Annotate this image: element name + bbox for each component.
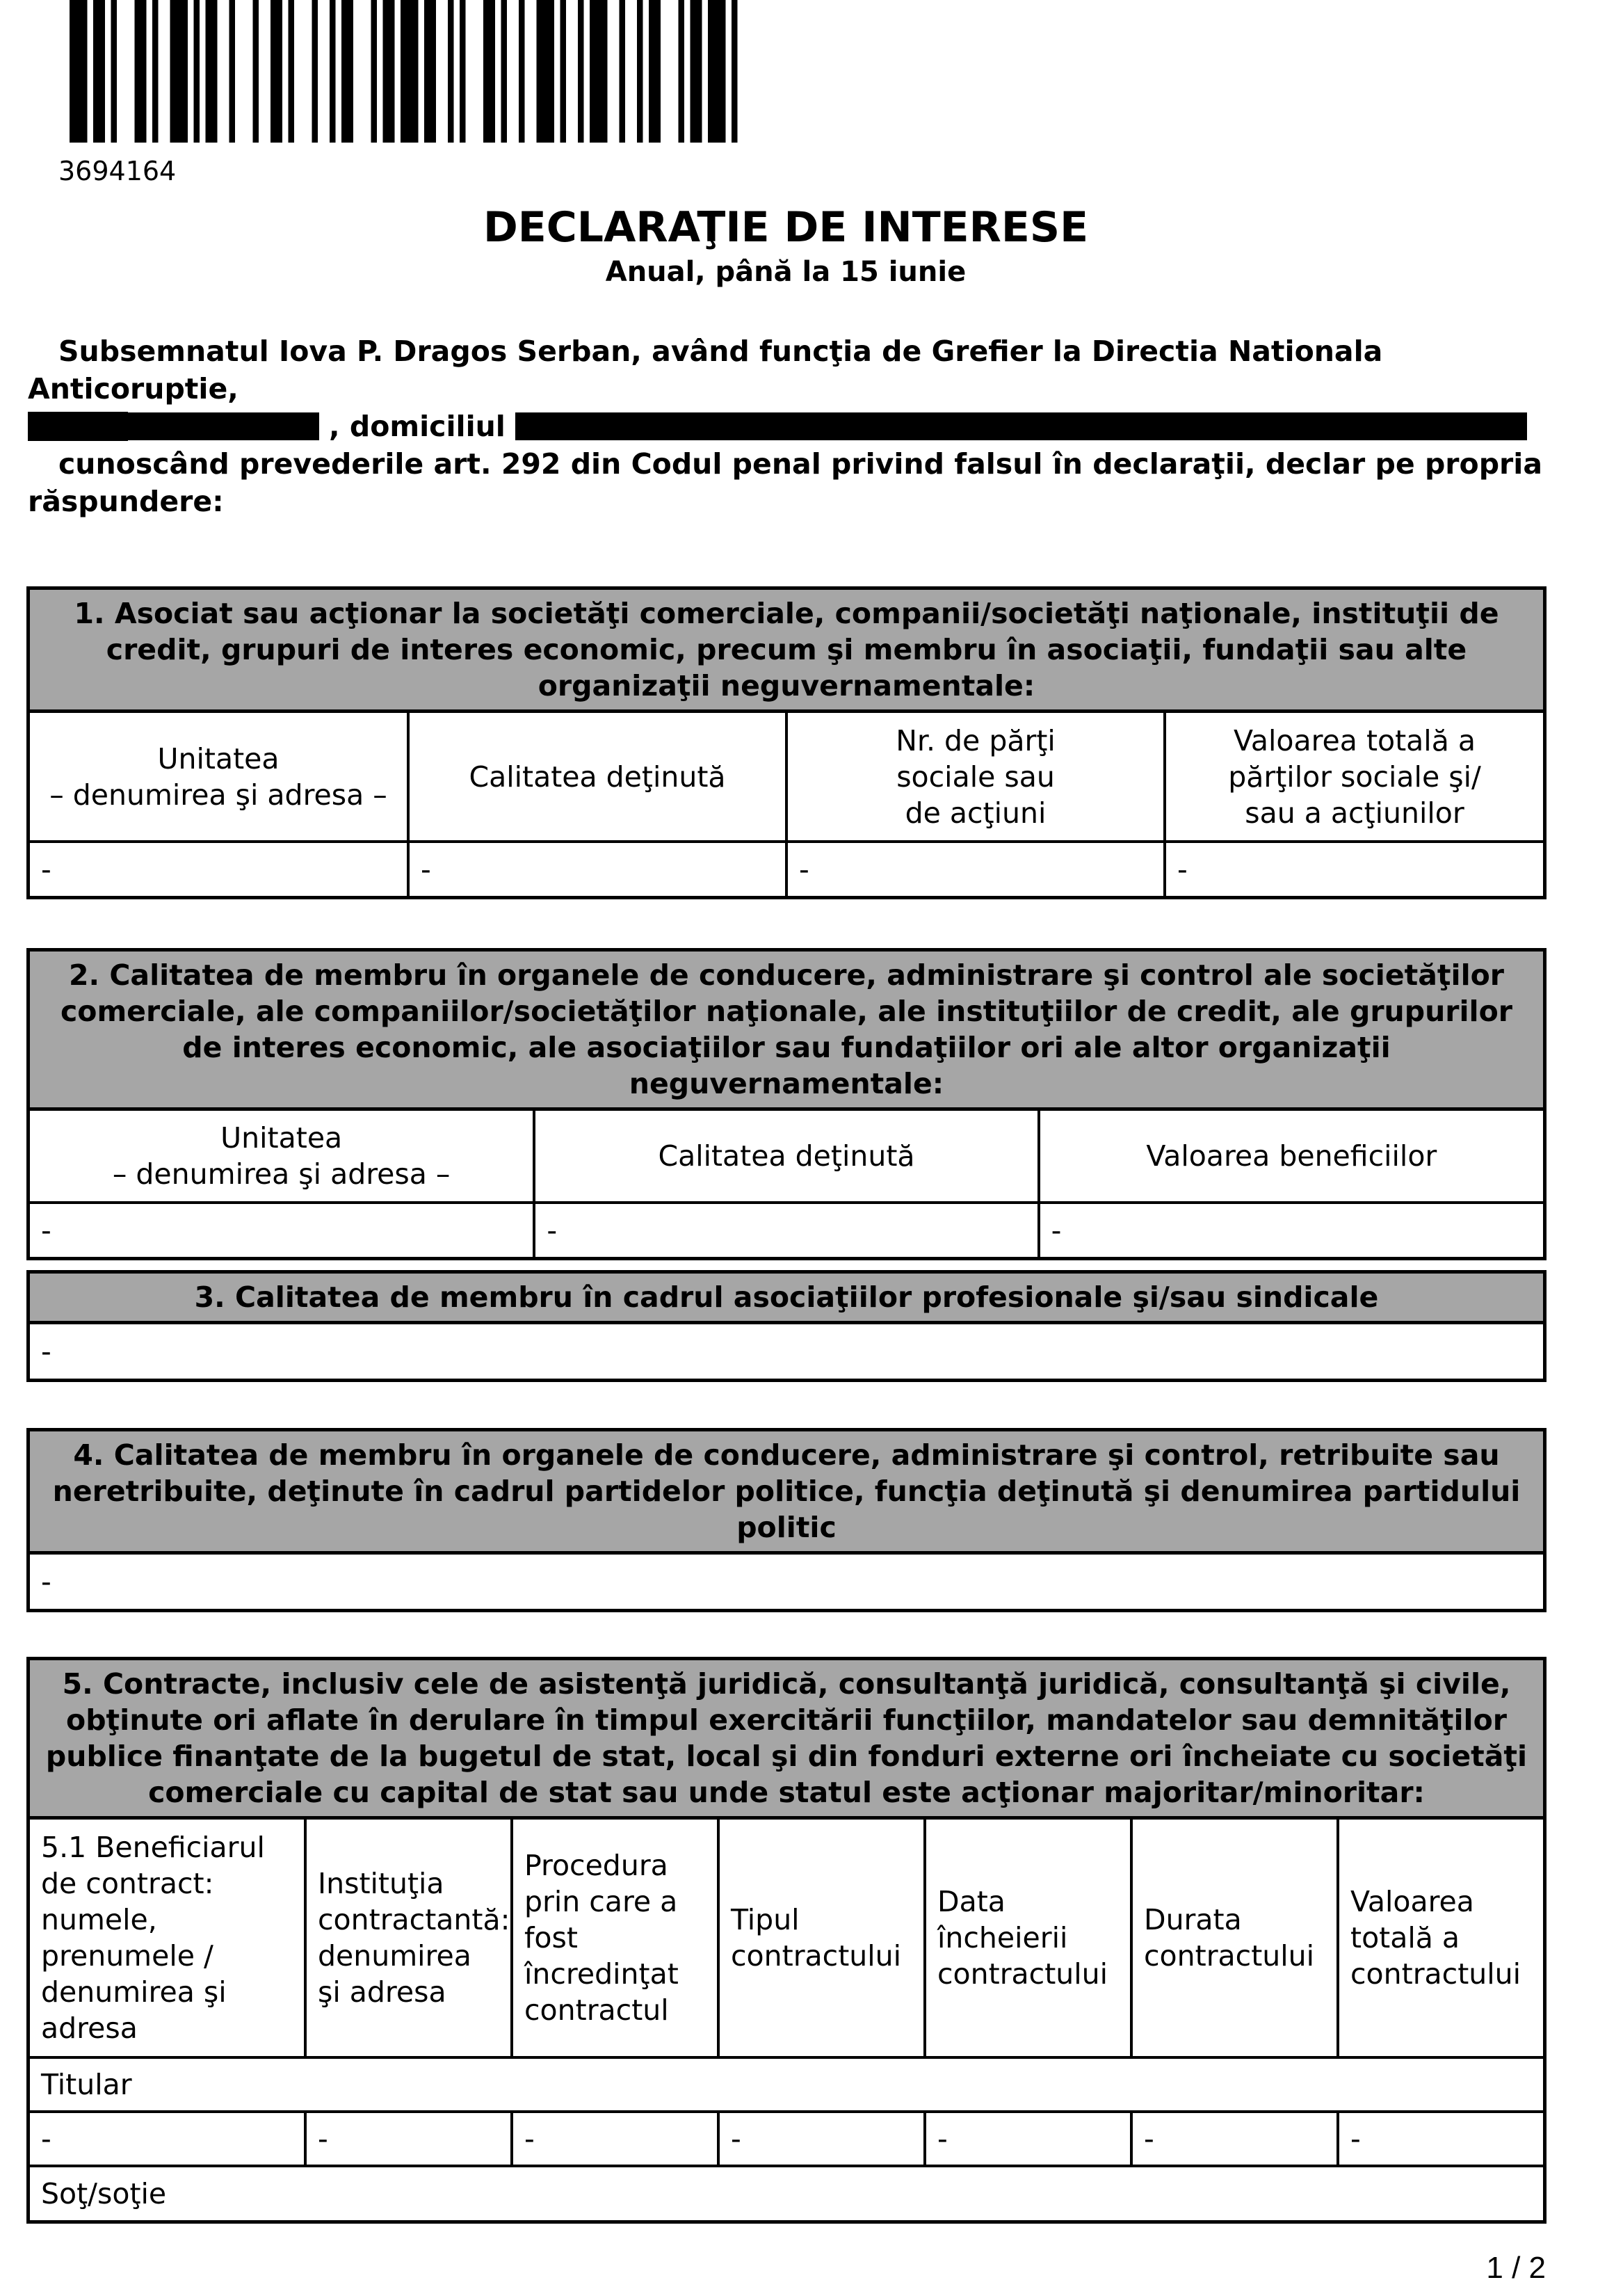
cell: - — [30, 1203, 534, 1257]
barcode-bar — [135, 0, 147, 143]
section-4-heading: 4. Calitatea de membru în organele de conducere, administrare şi control, retribuite sau neretribuite, deţinute în cadrul partidelor politice, funcţia deţinută şi denumirea partidului politic — [30, 1431, 1543, 1555]
cell: - — [534, 1203, 1038, 1257]
barcode-bar — [578, 0, 584, 143]
barcode-bar — [519, 0, 525, 143]
titular-label: Titular — [30, 2057, 1544, 2112]
cell: - — [925, 2112, 1131, 2166]
barcode-bar — [708, 0, 726, 143]
barcode-bar — [253, 0, 259, 143]
cell: - — [512, 2112, 718, 2166]
barcode-bar — [424, 0, 436, 143]
barcode-bar — [70, 0, 88, 143]
cell: - — [30, 2112, 305, 2166]
barcode-bar — [383, 0, 395, 143]
barcode-bar — [637, 0, 643, 143]
barcode-bar — [732, 0, 738, 143]
section-3 — [26, 1270, 1547, 1382]
document-subtitle: Anual, până la 15 iunie — [605, 256, 967, 288]
declarant-paragraph — [28, 332, 1544, 445]
table-row — [30, 2112, 1544, 2166]
col-unitatea: Unitatea – denumirea şi adresa – — [30, 1111, 534, 1203]
cell: - — [1165, 842, 1543, 896]
col-tipul: Tipul contractului — [718, 1820, 925, 2057]
col-institutia: Instituţia contractantă: denumirea şi adresa — [305, 1820, 512, 2057]
barcode-bar — [679, 0, 685, 143]
barcode-bar — [620, 0, 626, 143]
redacted-address — [515, 412, 1527, 440]
cell: - — [1131, 2112, 1338, 2166]
cell: - — [718, 2112, 925, 2166]
barcode-bar — [537, 0, 555, 143]
page-number: 1 / 2 — [1486, 2251, 1546, 2285]
section-4-value: - — [41, 1565, 51, 1598]
cell: - — [1338, 2112, 1544, 2166]
col-durata: Durata contractului — [1131, 1820, 1338, 2057]
barcode — [70, 0, 855, 143]
col-data: Data încheierii contractului — [925, 1820, 1131, 2057]
barcode-bar — [152, 0, 159, 143]
col-procedura: Procedura prin care a fost încredinţat contractul — [512, 1820, 718, 2057]
barcode-bar — [501, 0, 508, 143]
barcode-bar — [289, 0, 295, 143]
section-3-heading: 3. Calitatea de membru în cadrul asociaţiilor profesionale şi/sau sindicale — [30, 1274, 1543, 1324]
barcode-bar — [649, 0, 661, 143]
section-5 — [26, 1657, 1547, 2224]
section-2 — [26, 948, 1547, 1260]
section-2-table — [30, 1111, 1543, 1257]
barcode-bar — [590, 0, 608, 143]
redacted-address-continued — [28, 412, 128, 441]
cell: - — [305, 2112, 512, 2166]
section-3-value: - — [41, 1335, 51, 1368]
section-2-heading: 2. Calitatea de membru în organele de conducere, administrare şi control ale societăţilor comerciale, ale companiilor/societăţilor naţionale, ale instituţiilor de credit, ale grupurilor de interes economic, ale asociaţiilor sau fundaţiilor ori ale altor organizaţii neguvernamentale: — [30, 952, 1543, 1111]
cell: - — [408, 842, 786, 896]
section-5-heading: 5. Contracte, inclusiv cele de asistenţă juridică, consultanţă juridică, consultanţă şi civile, obţinute ori aflate în derulare în timpul exercitării funcţiilor, mandatelor sau demnităţilor publice finanţate de la bugetul de stat, local şi din fonduri externe ori încheiate cu societăţi comerciale cu capital de stat sau unde statul este acţionar majoritar/minoritar: — [30, 1660, 1543, 1820]
spouse-label: Soţ/soţie — [30, 2166, 1544, 2220]
col-valoarea: Valoarea totală a părţilor sociale şi/ sau a acţiunilor — [1165, 713, 1543, 842]
section-1-table — [30, 713, 1543, 896]
barcode-bar — [401, 0, 419, 143]
col-nr-parti: Nr. de părţi sociale sau de acţiuni — [786, 713, 1165, 842]
col-calitatea: Calitatea deţinută — [534, 1111, 1038, 1203]
cell: - — [30, 842, 408, 896]
barcode-bar — [330, 0, 336, 143]
barcode-bar — [371, 0, 378, 143]
statement-paragraph — [28, 445, 1544, 520]
document-title: DECLARAŢIE DE INTERESE — [483, 203, 1089, 252]
barcode-bar — [560, 0, 567, 143]
barcode-bar — [229, 0, 236, 143]
barcode-bar — [206, 0, 218, 143]
barcode-bar — [93, 0, 105, 143]
domiciliu-label: , domiciliul — [329, 410, 506, 443]
barcode-bar — [312, 0, 318, 143]
col-valoarea-beneficiilor: Valoarea beneficiilor — [1039, 1111, 1543, 1203]
section-1 — [26, 586, 1547, 899]
col-unitatea: Unitatea – denumirea şi adresa – — [30, 713, 408, 842]
section-4 — [26, 1428, 1547, 1612]
cell: - — [1039, 1203, 1543, 1257]
barcode-number: 3694164 — [58, 156, 177, 186]
statement-text: cunoscând prevederile art. 292 din Codul penal privind falsul în declaraţii, declar pe propria răspundere: — [28, 447, 1542, 518]
col-valoarea: Valoarea totală a contractului — [1338, 1820, 1544, 2057]
declarant-line: Subsemnatul Iova P. Dragos Serban, având funcţia de Grefier la Directia Nationala Anticoruptie, — [28, 335, 1383, 406]
barcode-bar — [170, 0, 188, 143]
table-row — [30, 842, 1543, 896]
section-1-heading: 1. Asociat sau acţionar la societăţi comerciale, companii/societăţi naţionale, instituţii de credit, grupuri de interes economic, precum şi membru în asociaţii, fundaţii sau alte organizaţii neguvernamentale: — [30, 590, 1543, 713]
section-5-table — [30, 1820, 1544, 2220]
table-row — [30, 1203, 1543, 1257]
barcode-bar — [460, 0, 466, 143]
barcode-bar — [341, 0, 353, 143]
barcode-bar — [483, 0, 495, 143]
barcode-bar — [448, 0, 454, 143]
col-calitatea: Calitatea deţinută — [408, 713, 786, 842]
barcode-bar — [194, 0, 200, 143]
barcode-bar — [111, 0, 118, 143]
col-beneficiar: 5.1 Beneficiarul de contract: numele, prenumele / denumirea şi adresa — [30, 1820, 305, 2057]
barcode-bar — [691, 0, 702, 143]
barcode-bar — [270, 0, 282, 143]
cell: - — [786, 842, 1165, 896]
redacted-cnp — [104, 412, 319, 440]
